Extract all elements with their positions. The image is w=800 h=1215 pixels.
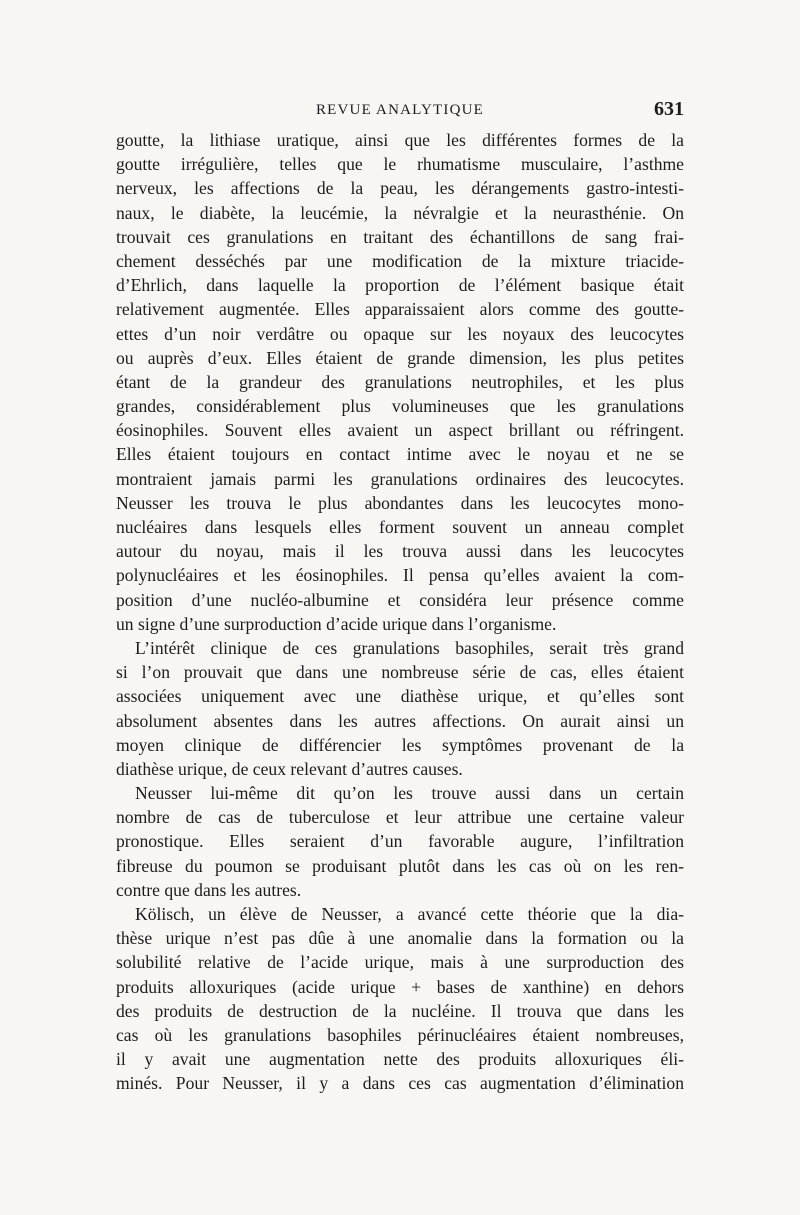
running-head	[116, 98, 684, 122]
text-line: trouvait ces granulations en traitant des échantillons de sang frai-	[116, 226, 684, 247]
text-line: Neusser les trouva le plus abondantes dans les leucocytes mono-	[116, 492, 684, 513]
text-line: Elles étaient toujours en contact intime avec le noyau et ne se	[116, 444, 684, 465]
text-line: pronostique. Elles seraient d’un favorable augure, l’infiltration	[116, 831, 684, 852]
text-line: si l’on prouvait que dans une nombreuse série de cas, elles étaient	[116, 662, 684, 683]
text-line: naux, le diabète, la leucémie, la névralgie et la neurasthénie. On	[116, 202, 684, 223]
text-line: fibreuse du poumon se produisant plutôt dans les cas où on les ren-	[116, 855, 684, 876]
text-line: contre que dans les autres.	[116, 879, 302, 900]
text-line: L’intérêt clinique de ces granulations basophiles, serait très grand	[135, 637, 684, 658]
text-line: il y avait une augmentation nette des produits alloxuriques éli-	[116, 1049, 684, 1070]
text-line: nerveux, les affections de la peau, les dérangements gastro-intesti-	[116, 178, 684, 199]
text-line: moyen clinique de différencier les symptômes provenant de la	[116, 734, 684, 755]
text-line: des produits de destruction de la nucléine. Il trouva que dans les	[116, 1000, 684, 1021]
text-line: relativement augmentée. Elles apparaissaient alors comme des goutte-	[116, 299, 684, 320]
text-line: montraient jamais parmi les granulations ordinaires des leucocytes.	[116, 468, 684, 489]
text-line: minés. Pour Neusser, il y a dans ces cas augmentation d’élimination	[116, 1073, 684, 1094]
page-number: 631	[654, 98, 684, 120]
text-line: diathèse urique, de ceux relevant d’autres causes.	[116, 758, 463, 779]
text-line: d’Ehrlich, dans laquelle la proportion de l’élément basique était	[116, 275, 684, 296]
text-line: thèse urique n’est pas dûe à une anomalie dans la formation ou la	[116, 928, 684, 949]
running-title: REVUE ANALYTIQUE	[315, 102, 485, 118]
text-line: grandes, considérablement plus volumineuses que les granulations	[116, 396, 684, 417]
text-line: nucléaires dans lesquels elles forment souvent un anneau complet	[116, 517, 684, 537]
text-line: ou auprès d’eux. Elles étaient de grande dimension, les plus petites	[116, 347, 684, 368]
text-line: un signe d’une surproduction d’acide urique dans l’organisme.	[116, 613, 557, 634]
text-line: absolument absentes dans les autres affections. On aurait ainsi un	[116, 710, 684, 731]
text-line: cas où les granulations basophiles périnucléaires étaient nombreuses,	[116, 1024, 684, 1045]
text-line: goutte irrégulière, telles que le rhumatisme musculaire, l’asthme	[116, 154, 684, 175]
text-line: solubilité relative de l’acide urique, mais à une surproduction des	[116, 952, 684, 973]
text-line: autour du noyau, mais il les trouva aussi dans les leucocytes	[116, 541, 684, 562]
text-line: polynucléaires et les éosinophiles. Il pensa qu’elles avaient la com-	[116, 565, 684, 586]
text-line: produits alloxuriques (acide urique + bases de xanthine) en dehors	[116, 976, 684, 997]
text-line: éosinophiles. Souvent elles avaient un aspect brillant ou réfringent.	[116, 420, 684, 441]
text-line: Neusser lui-même dit qu’on les trouve aussi dans un certain	[135, 783, 684, 804]
body-text	[116, 128, 684, 1096]
text-line: ettes d’un noir verdâtre ou opaque sur les noyaux des leucocytes	[116, 323, 684, 344]
text-line: goutte, la lithiase uratique, ainsi que les différentes formes de la	[116, 130, 684, 150]
text-line: position d’une nucléo-albumine et considéra leur présence comme	[116, 589, 684, 610]
text-line: nombre de cas de tuberculose et leur attribue une certaine valeur	[116, 807, 684, 828]
text-line: chement desséchés par une modification de la mixture triacide-	[116, 250, 684, 271]
text-line: Kölisch, un élève de Neusser, a avancé cette théorie que la dia-	[135, 904, 684, 924]
text-line: associées uniquement avec une diathèse urique, et qu’elles sont	[116, 686, 684, 707]
text-line: étant de la grandeur des granulations neutrophiles, et les plus	[116, 371, 684, 392]
